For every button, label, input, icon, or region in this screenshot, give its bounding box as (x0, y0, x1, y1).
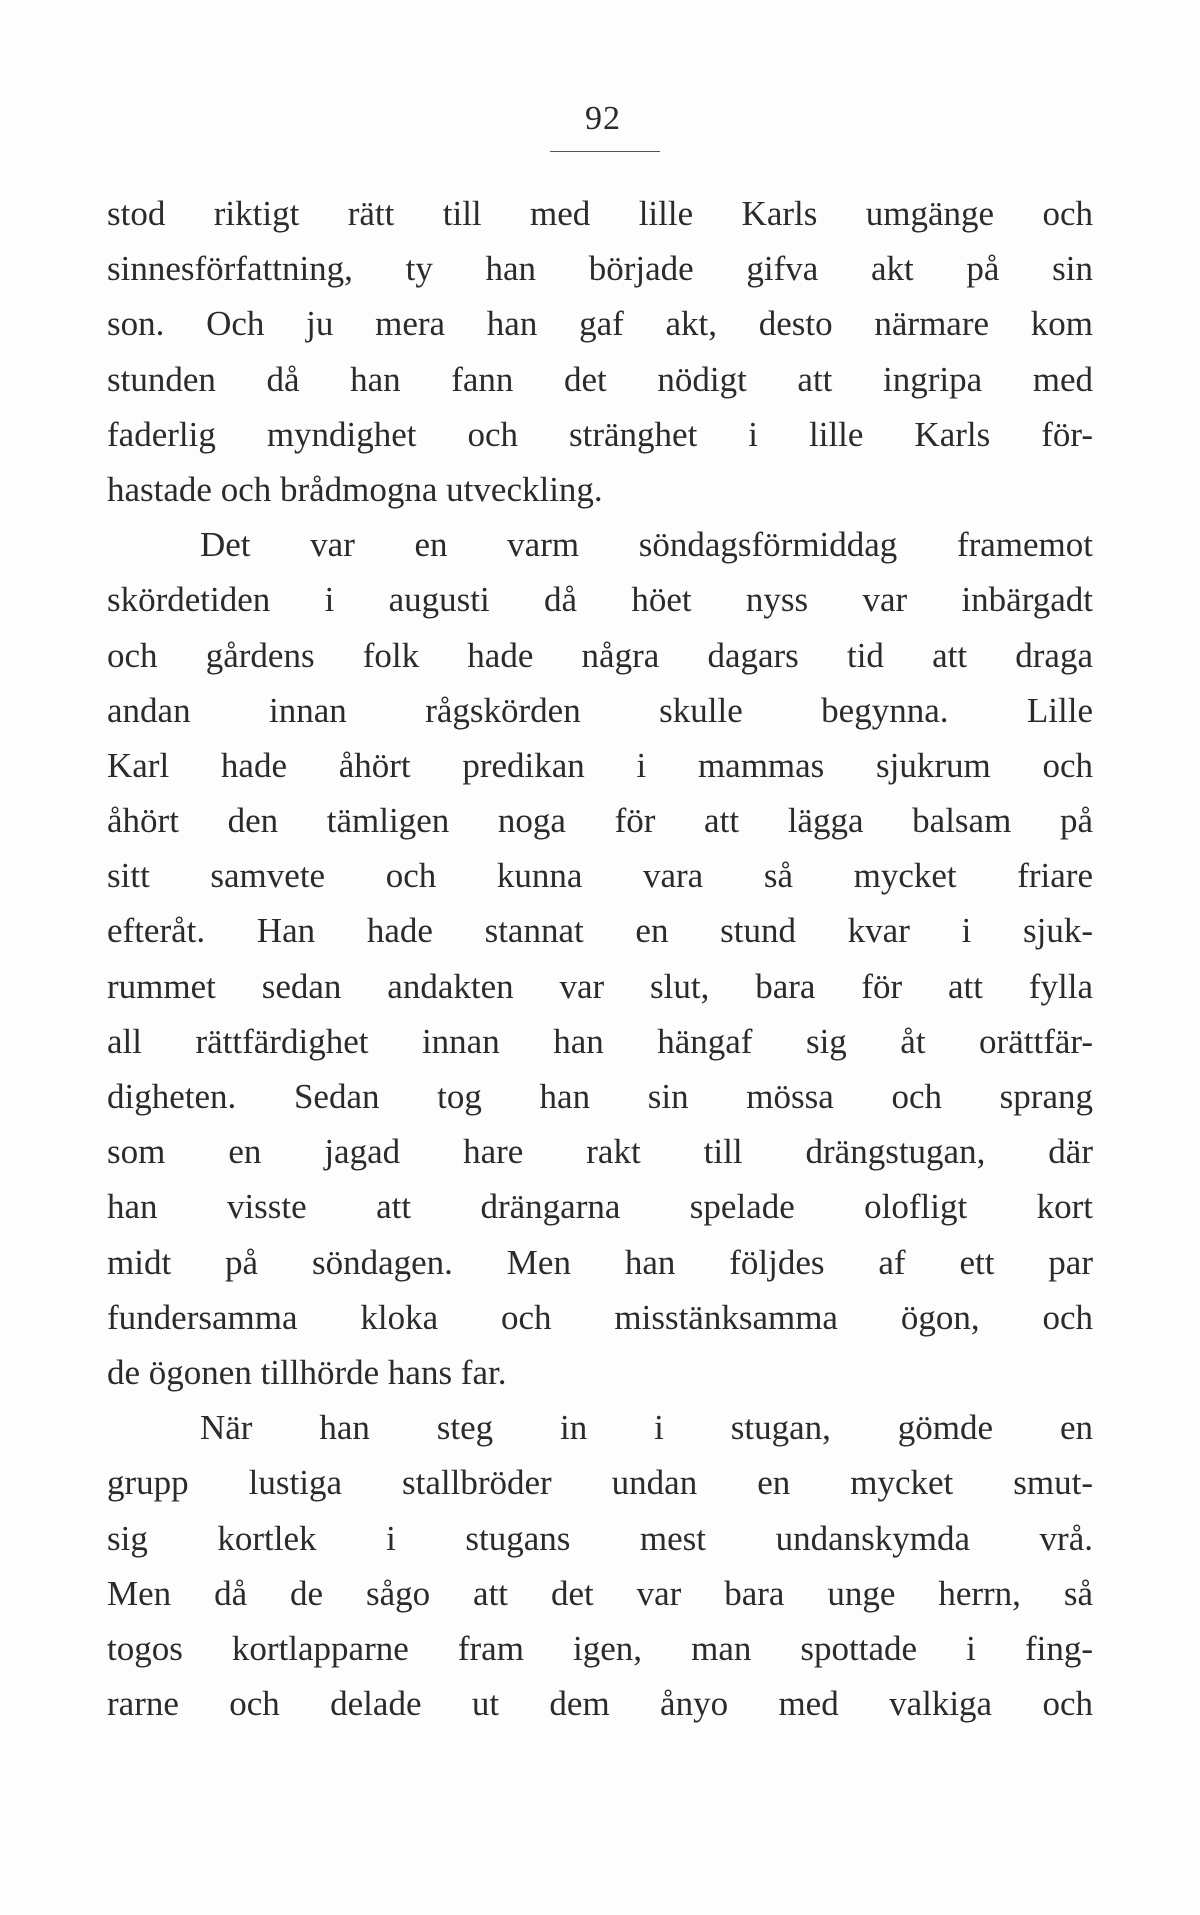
text-line: togos kortlapparne fram igen, man spottade i fing- (107, 1628, 1093, 1668)
text-line: skördetiden i augusti då höet nyss var inbärgadt (107, 580, 1093, 620)
text-line: all rättfärdighet innan han hängaf sig åt orättfär- (107, 1021, 1093, 1061)
text-line: han visste att drängarna spelade olofligt kort (107, 1187, 1093, 1227)
text-line: digheten. Sedan tog han sin mössa och sprang (107, 1077, 1093, 1116)
text-line: sitt samvete och kunna vara så mycket friare (107, 856, 1093, 896)
text-line: faderlig myndighet och stränghet i lille Karls för- (107, 414, 1093, 454)
text-line: Men då de sågo att det var bara unge herrn, så (107, 1573, 1093, 1613)
text-line: Det var en varm söndagsförmiddag framemot (200, 525, 1093, 565)
text-line: efteråt. Han hade stannat en stund kvar i sjuk- (107, 911, 1093, 951)
text-line: rummet sedan andakten var slut, bara för att fylla (107, 966, 1093, 1006)
text-line: När han steg in i stugan, gömde en (200, 1408, 1093, 1448)
text-line: rarne och delade ut dem ånyo med valkiga och (107, 1684, 1093, 1724)
text-line: sig kortlek i stugans mest undanskymda vrå. (107, 1518, 1093, 1558)
text-line: sinnesförfattning, ty han började gifva akt på sin (107, 249, 1093, 289)
text-line: midt på söndagen. Men han följdes af ett par (107, 1242, 1093, 1282)
text-line: stunden då han fann det nödigt att ingripa med (107, 359, 1093, 399)
text-line: åhört den tämligen noga för att lägga balsam på (107, 801, 1093, 841)
page-number: 92 (585, 100, 621, 137)
text-line: son. Och ju mera han gaf akt, desto närmare kom (107, 304, 1093, 344)
text-line: stod riktigt rätt till med lille Karls umgänge och (107, 194, 1093, 233)
text-line: och gårdens folk hade några dagars tid att draga (107, 635, 1093, 675)
header-rule (550, 151, 660, 152)
text-line: grupp lustiga stallbröder undan en mycket smut- (107, 1463, 1093, 1503)
text-line: fundersamma kloka och misstänksamma ögon, och (107, 1297, 1093, 1337)
text-line: hastade och brådmogna utveckling. (107, 469, 603, 509)
text-line: de ögonen tillhörde hans far. (107, 1352, 507, 1392)
body-text (107, 186, 1093, 1731)
text-line: som en jagad hare rakt till drängstugan, där (107, 1132, 1093, 1172)
text-line: andan innan rågskörden skulle begynna. Lille (107, 690, 1093, 730)
text-line: Karl hade åhört predikan i mammas sjukrum och (107, 745, 1093, 785)
